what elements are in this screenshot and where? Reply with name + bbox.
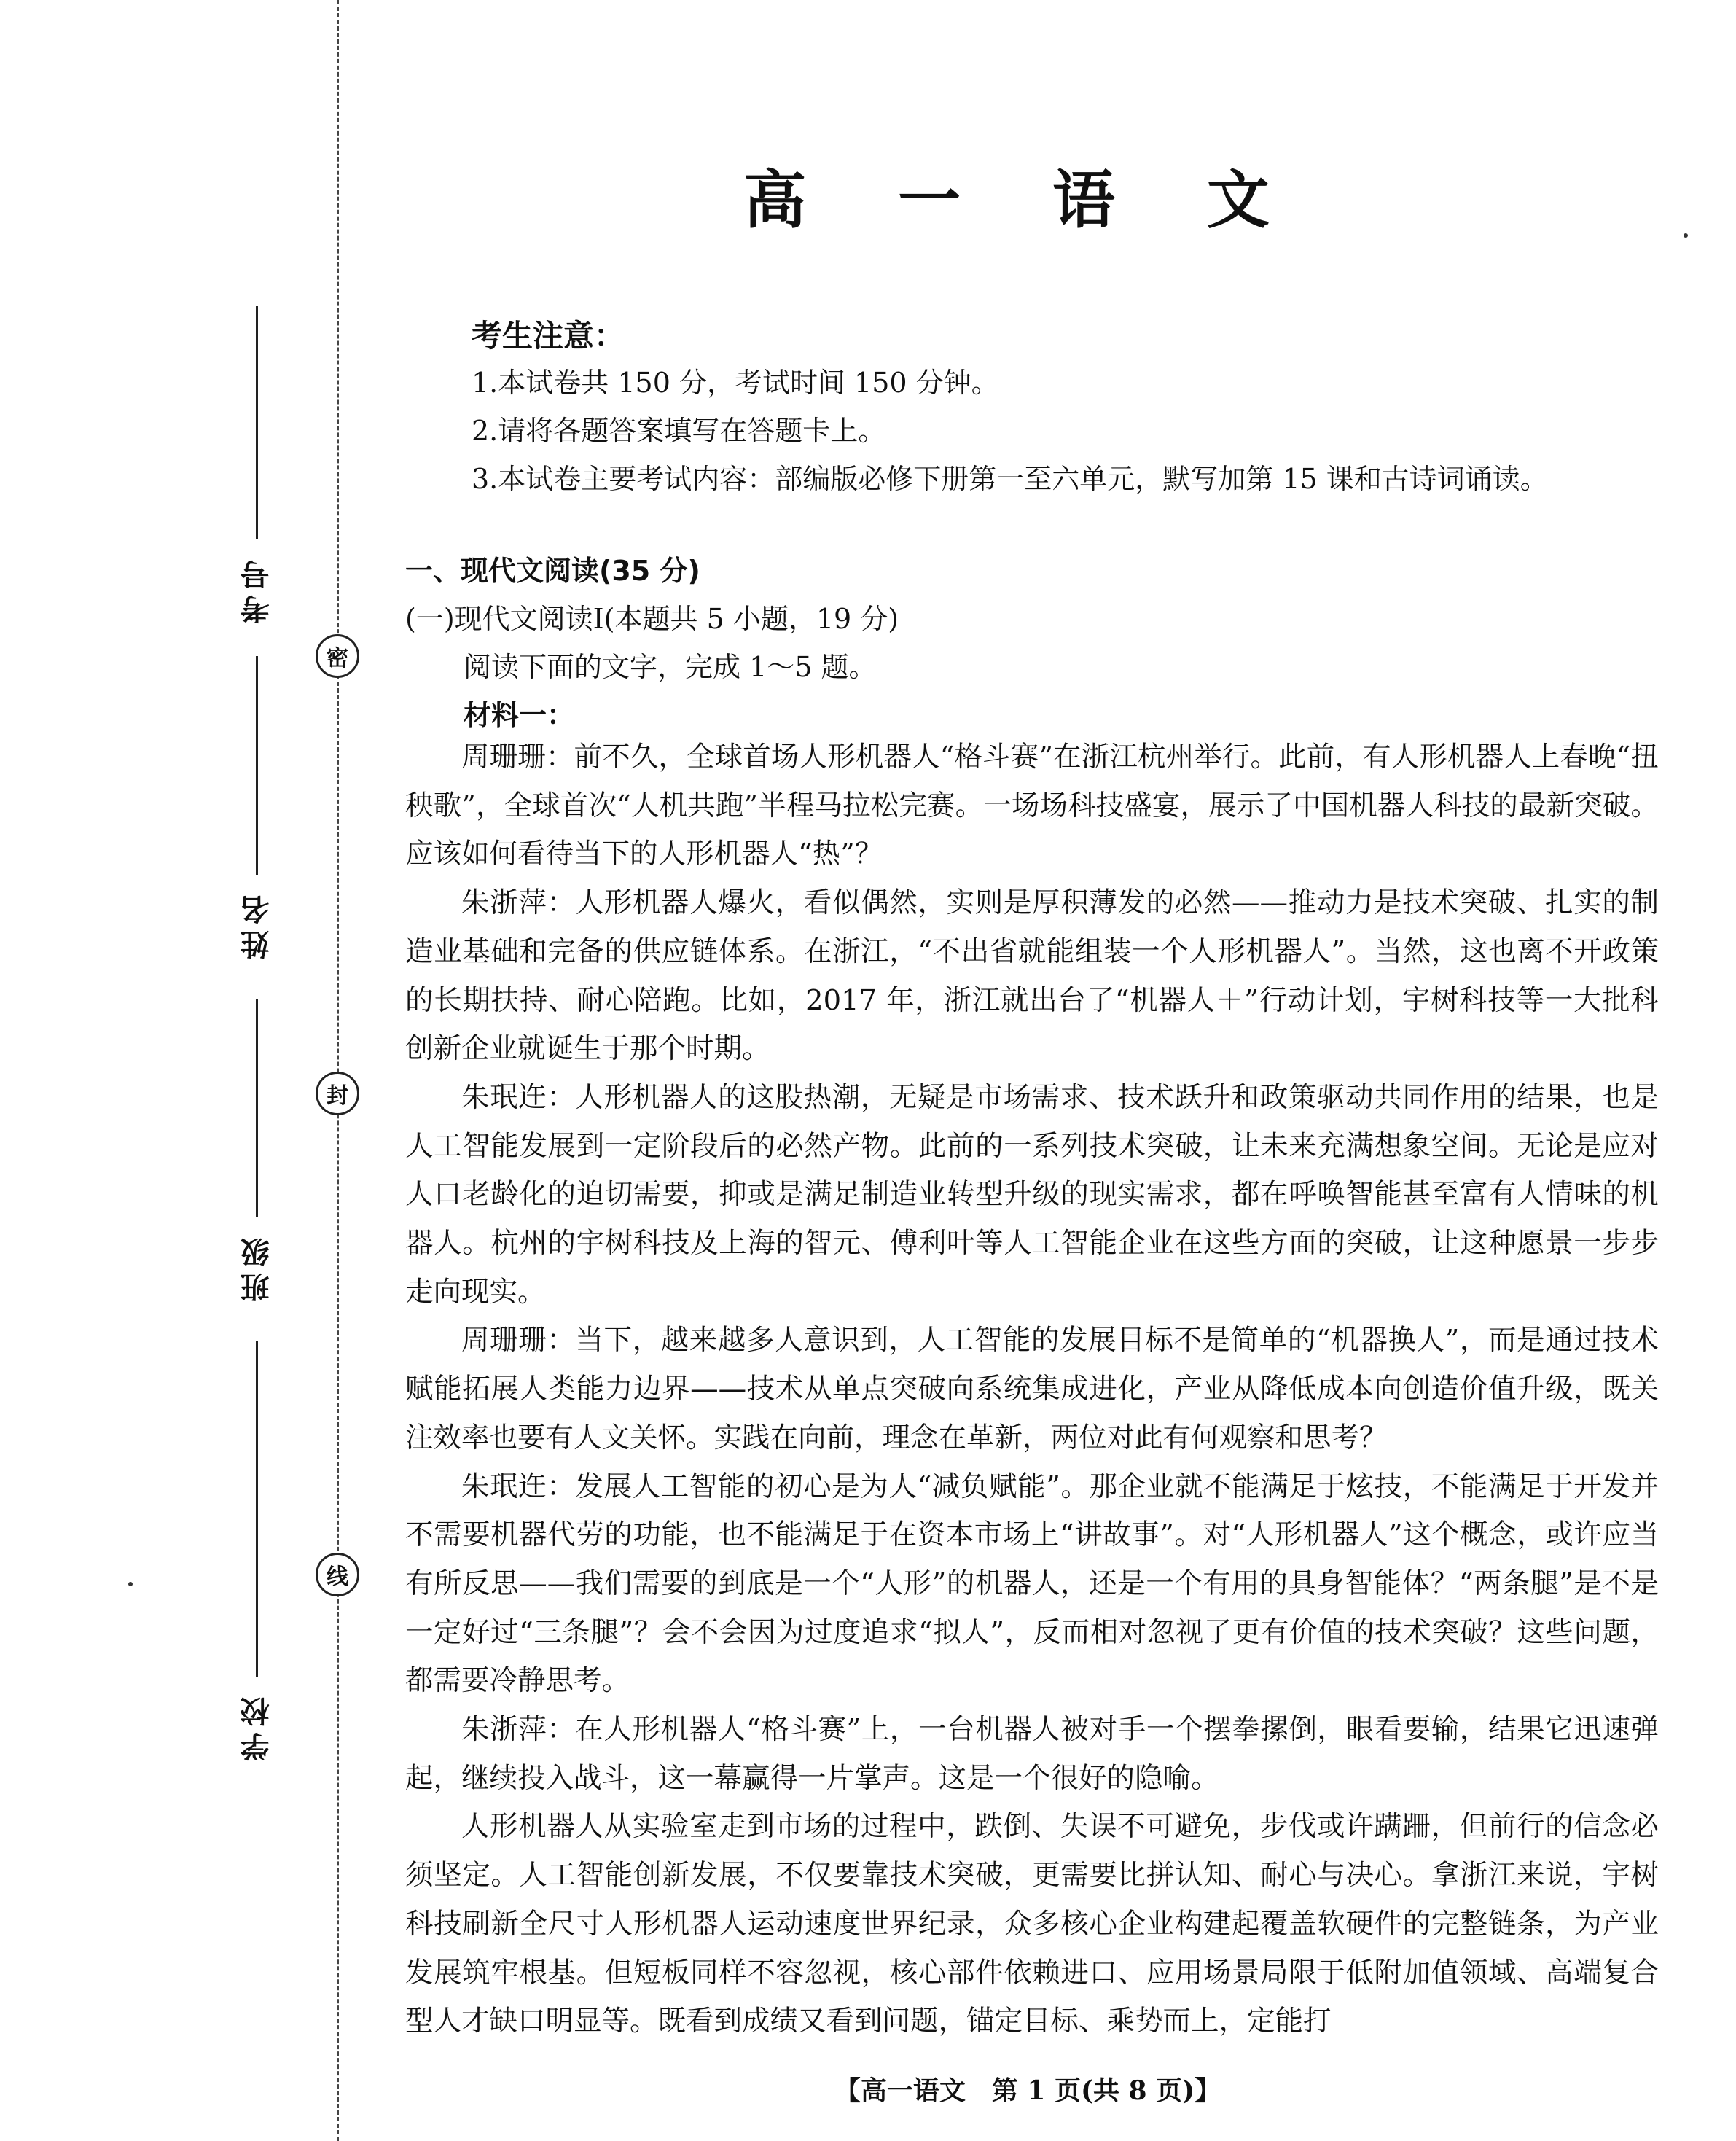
scan-speck [1684,233,1688,238]
seal-char-mi: 密 [316,634,359,678]
name-field[interactable] [235,656,278,959]
paragraph: 周珊珊：前不久，全球首场人形机器人“格斗赛”在浙江杭州举行。此前，有人形机器人上春晚“扭秧歌”，全球首次“人机共跑”半程马拉松完赛。一场场科技盛宴，展示了中国机器人科技的最新突破。应该如何看待当下的人形机器人“热”？ [405,741,1659,871]
page-footer: 【高一语文 第 1 页(共 8 页)】 [834,2075,1221,2106]
binding-dashed-line [337,0,339,2141]
seal-char-xian: 线 [316,1553,359,1596]
school-label: 学校 [240,1691,274,1761]
seal-char-feng: 封 [316,1072,359,1115]
name-line [256,656,258,875]
paragraph: 朱浙萍：人形机器人爆火，看似偶然，实则是厚积薄发的必然——推动力是技术突破、扎实的制造业基础和完备的供应链体系。在浙江，“不出省就能组装一个人形机器人”。当然，这也离不开政策的长期扶持、耐心陪跑。比如，2017 年，浙江就出台了“机器人＋”行动计划，宇树科技等一大批科创新企业就诞生于那个时期。 [405,886,1659,1066]
class-line [256,999,258,1217]
reading-instruction: 阅读下面的文字，完成 1～5 题。 [464,651,877,683]
section-subheading: (一)现代文阅读Ⅰ(本题共 5 小题，19 分) [405,603,899,635]
section-heading: 一、现代文阅读(35 分) [405,555,700,587]
paragraph: 朱珉迕：人形机器人的这股热潮，无疑是市场需求、技术跃升和政策驱动共同作用的结果，也是人工智能发展到一定阶段后的必然产物。此前的一系列技术突破，让未来充满想象空间。无论是应对人口老龄化的迫切需要，抑或是满足制造业转型升级的现实需求，都在呼唤智能甚至富有人情味的机器人。杭州的宇树科技及上海的智元、傅利叶等人工智能企业在这些方面的突破，让这种愿景一步步走向现实。 [405,1080,1659,1309]
paragraph: 人形机器人从实验室走到市场的过程中，跌倒、失误不可避免，步伐或许蹒跚，但前行的信念必须坚定。人工智能创新发展，不仅要靠技术突破，更需要比拼认知、耐心与决心。拿浙江来说，宇树科技刷新全尺寸人形机器人运动速度世界纪录，众多核心企业构建起覆盖软硬件的完整链条，为产业发展筑牢根基。但短板同样不容忽视，核心部件依赖进口、应用场景局限于低附加值领域、高端复合型人才缺口明显等。既看到成绩又看到问题，锚定目标、乘势而上，定能打 [405,1810,1659,2038]
exam-number-field[interactable] [235,306,278,624]
exam-number-line [256,306,258,539]
scan-speck [128,1582,133,1586]
notice-item-3: 3.本试卷主要考试内容：部编版必修下册第一至六单元，默写加第 15 课和古诗词诵读。 [472,463,1548,495]
material-label: 材料一： [464,699,575,731]
reading-passage [405,733,1659,2046]
exam-number-label: 考号 [240,554,274,624]
paragraph: 朱珉迕：发展人工智能的初心是为人“减负赋能”。那企业就不能满足于炫技，不能满足于开发并不需要机器代劳的功能，也不能满足于在资本市场上“讲故事”。对“人形机器人”这个概念，或许应当有所反思——我们需要的到底是一个“人形”的机器人，还是一个有用的具身智能体？“两条腿”是不是一定好过“三条腿”？会不会因为过度追求“拟人”，反而相对忽视了更有价值的技术突破？这些问题，都需要冷静思考。 [405,1470,1659,1698]
name-label: 姓名 [240,889,274,959]
class-label: 班级 [240,1232,274,1302]
class-field[interactable] [235,999,278,1302]
notice-item-1: 1.本试卷共 150 分，考试时间 150 分钟。 [472,367,999,399]
notice-heading: 考生注意： [472,318,625,354]
page-title: 高 一 语 文 [743,164,1305,237]
paragraph: 周珊珊：当下，越来越多人意识到，人工智能的发展目标不是简单的“机器换人”，而是通过技术赋能拓展人类能力边界——技术从单点突破向系统集成进化，产业从降低成本向创造价值升级，既关注效率也要有人文关怀。实践在向前，理念在革新，两位对此有何观察和思考？ [405,1324,1659,1454]
notice-item-2: 2.请将各题答案填写在答题卡上。 [472,415,886,447]
school-line [256,1341,258,1677]
school-field[interactable] [235,1341,278,1761]
paragraph: 朱浙萍：在人形机器人“格斗赛”上，一台机器人被对手一个摆拳摞倒，眼看要输，结果它迅速弹起，继续投入战斗，这一幕赢得一片掌声。这是一个很好的隐喻。 [405,1713,1659,1795]
